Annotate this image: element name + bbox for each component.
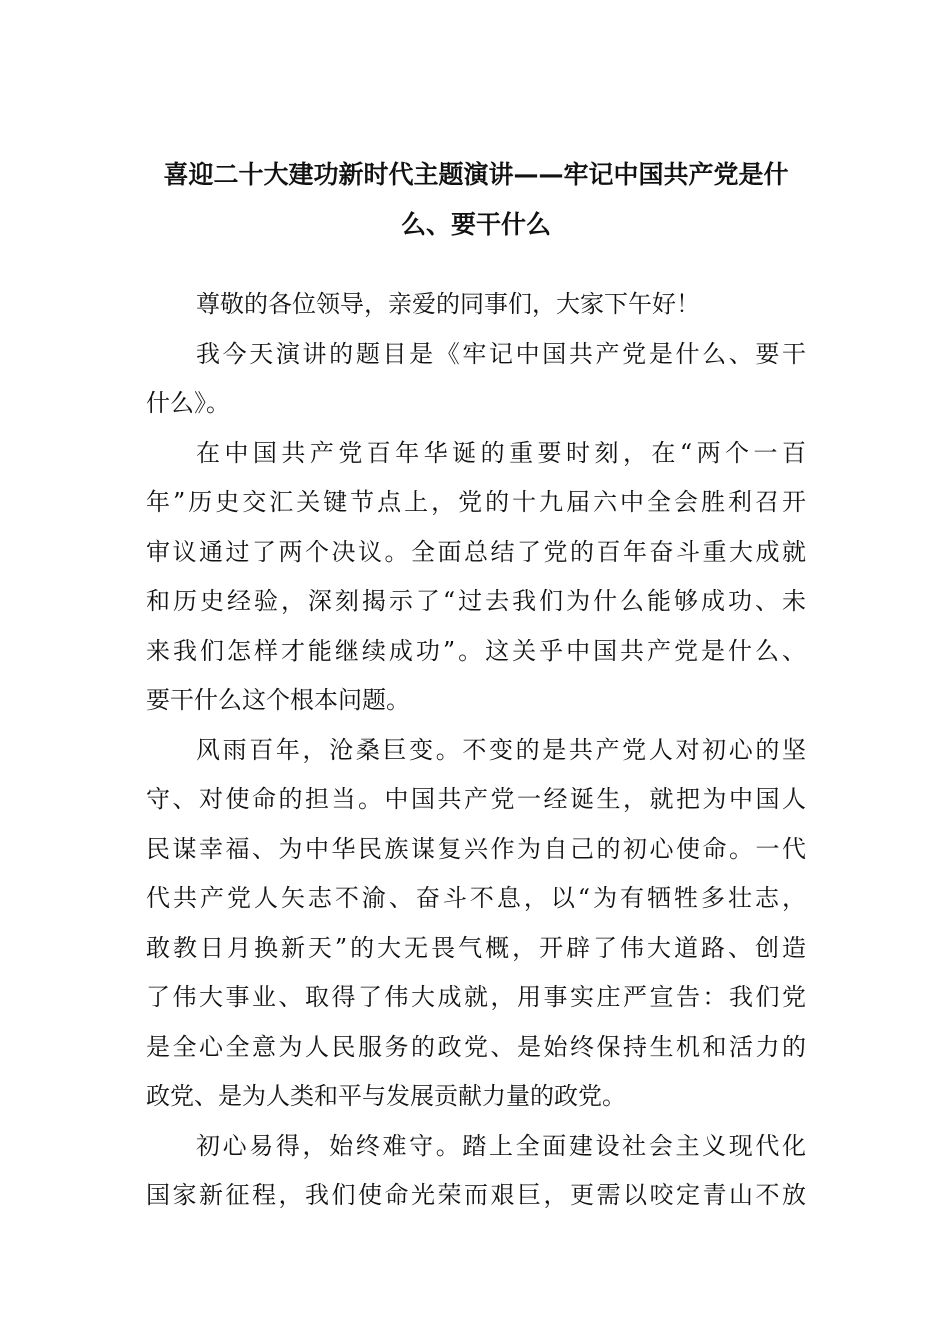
- paragraph-hundred-years: [146, 726, 806, 1122]
- text-line: 代共产党人矢志不渝、奋斗不息，以“为有牺牲多壮志，: [146, 884, 806, 912]
- paragraph-topic: [146, 330, 806, 429]
- text-line: 是全心全意为人民服务的政党、是始终保持生机和活力的: [146, 1032, 806, 1061]
- text-line: 审议通过了两个决议。全面总结了党的百年奋斗重大成就: [146, 537, 806, 566]
- paragraph-centenary: [146, 429, 806, 726]
- text-line: 和历史经验，深刻揭示了“过去我们为什么能够成功、未: [146, 587, 806, 615]
- text-line: 国家新征程，我们使命光荣而艰巨，更需以咬定青山不放: [146, 1181, 806, 1209]
- text-line: 民谋幸福、为中华民族谋复兴作为自己的初心使命。一代: [146, 834, 806, 863]
- text-line: 敢教日月换新天”的大无畏气概，开辟了伟大道路、创造: [146, 933, 806, 962]
- text-line: 要干什么这个根本问题。: [146, 686, 410, 714]
- text-line: 尊敬的各位领导，亲爱的同事们，大家下午好！: [196, 290, 700, 318]
- text-line: 我今天演讲的题目是《牢记中国共产党是什么、要干: [196, 339, 806, 368]
- text-line: 风雨百年，沧桑巨变。不变的是共产党人对初心的坚: [196, 735, 806, 764]
- document-body: [146, 280, 806, 1221]
- text-line: 初心易得，始终难守。踏上全面建设社会主义现代化: [196, 1131, 806, 1160]
- text-line: 政党、是为人类和平与发展贡献力量的政党。: [146, 1082, 626, 1110]
- title-line: 喜迎二十大建功新时代主题演讲——牢记中国共产党是什: [163, 160, 789, 189]
- text-line: 来我们怎样才能继续成功”。这关乎中国共产党是什么、: [146, 636, 806, 665]
- paragraph-original-aspiration: [146, 1122, 806, 1221]
- text-line: 什么》。: [146, 389, 230, 417]
- text-line: 在中国共产党百年华诞的重要时刻，在“两个一百: [196, 438, 806, 467]
- text-line: 了伟大事业、取得了伟大成就，用事实庄严宣告：我们党: [146, 983, 806, 1011]
- text-line: 守、对使命的担当。中国共产党一经诞生，就把为中国人: [146, 785, 806, 813]
- text-line: 年”历史交汇关键节点上，党的十九届六中全会胜利召开: [146, 488, 806, 516]
- title-line: 么、要干什么: [400, 210, 551, 239]
- document-title: [146, 150, 806, 250]
- paragraph-greeting: [146, 280, 806, 330]
